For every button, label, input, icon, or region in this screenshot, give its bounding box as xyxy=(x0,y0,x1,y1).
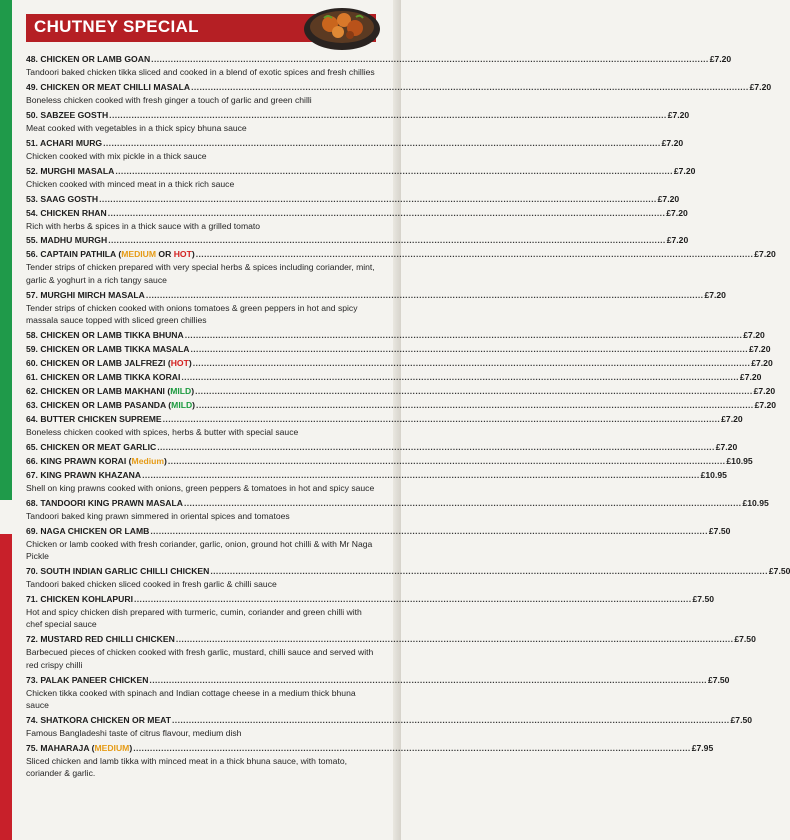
menu-item-name xyxy=(26,440,156,454)
leader-dots: ........................................................................................................................................................................................................ xyxy=(109,109,667,120)
menu-item-price: £7.20 xyxy=(673,165,696,176)
leader-dots: ........................................................................................................................................................................................................ xyxy=(108,235,666,246)
menu-item-price: £7.20 xyxy=(751,358,773,369)
menu-item-row xyxy=(26,136,684,150)
menu-item-title: SAAG GOSTH xyxy=(40,193,99,204)
menu-item-title: ACHARI MURG xyxy=(40,137,103,148)
menu-item-row xyxy=(26,370,762,384)
curry-dish-icon xyxy=(300,2,382,52)
leader-dots: ........................................................................................................................................................................................................ xyxy=(196,400,754,411)
menu-item-title: SHATKORA CHICKEN OR MEAT xyxy=(40,714,171,725)
menu-item-row xyxy=(26,440,738,454)
menu-item-row xyxy=(26,454,753,468)
menu-item-title: CHICKEN OR LAMB GOAN xyxy=(40,54,151,64)
menu-item-number: 58. xyxy=(26,330,38,341)
menu-item-number: 70. xyxy=(26,566,38,577)
menu-item xyxy=(26,206,688,232)
menu-item-title: CHICKEN KOHLAPURI xyxy=(40,594,133,604)
menu-item-row xyxy=(26,80,772,94)
menu-item-number: 60. xyxy=(26,358,38,369)
section-title: CHUTNEY SPECIAL xyxy=(34,17,199,36)
menu-item-title: MURGHI MIRCH MASALA xyxy=(40,289,145,300)
menu-item xyxy=(26,496,769,522)
menu-item-number: 66. xyxy=(26,455,38,466)
menu-item-row xyxy=(26,468,727,482)
leader-dots: ........................................................................................................................................................................................................ xyxy=(181,372,739,383)
menu-item-name: 62. CHICKEN OR LAMB MAKHANI (MILD) xyxy=(26,386,195,397)
menu-item-row xyxy=(26,564,790,578)
menu-item-number: 56. xyxy=(26,249,38,260)
menu-item-name xyxy=(26,496,183,510)
menu-item xyxy=(26,192,680,206)
menu-item-number: 53. xyxy=(26,193,38,204)
menu-item-description: Chicken or lamb cooked with fresh coriander, garlic, onion, ground hot chilli & with Mr Naga Pickle xyxy=(26,538,373,562)
leader-dots: ........................................................................................................................................................................................................ xyxy=(142,469,700,480)
menu-item xyxy=(26,233,689,247)
menu-item xyxy=(26,412,743,438)
menu-item-name xyxy=(26,713,171,727)
leader-dots: ........................................................................................................................................................................................................ xyxy=(157,441,715,452)
menu-item-price: £7.20 xyxy=(749,81,772,92)
menu-item xyxy=(26,741,714,780)
section-header xyxy=(26,14,376,42)
menu-item-price: £7.50 xyxy=(734,634,756,645)
leader-dots: ........................................................................................................................................................................................................ xyxy=(190,344,748,355)
menu-item-row xyxy=(26,356,773,370)
menu-item-row xyxy=(26,673,730,687)
menu-item-number: 64. xyxy=(26,414,38,425)
menu-item-number: 72. xyxy=(26,634,38,645)
menu-item-name xyxy=(26,80,190,94)
menu-item-name: 75. MAHARAJA (MEDIUM) xyxy=(26,742,133,753)
menu-item-number: 49. xyxy=(26,81,38,92)
menu-item xyxy=(26,136,684,162)
menu-item-price: £7.20 xyxy=(721,414,743,425)
menu-item-price: £7.50 xyxy=(707,674,730,685)
menu-item-row xyxy=(26,206,688,220)
menu-item-number: 73. xyxy=(26,674,38,685)
menu-item-name xyxy=(26,468,141,482)
side-stripe xyxy=(0,0,12,840)
menu-item-number: 71. xyxy=(26,594,38,604)
menu-item xyxy=(26,398,777,412)
heat-level-mild: MILD xyxy=(171,400,193,411)
menu-item-row xyxy=(26,164,696,178)
menu-item-number: 62. xyxy=(26,386,38,397)
menu-item-row xyxy=(26,192,680,206)
menu-item-number: 63. xyxy=(26,400,38,411)
menu-item xyxy=(26,454,753,468)
menu-item-row xyxy=(26,288,726,302)
menu-item-title: SOUTH INDIAN GARLIC CHILLI CHICKEN xyxy=(40,566,210,577)
menu-item-title: CHICKEN RHAN xyxy=(40,207,107,218)
menu-item-title: KING PRAWN KORAI xyxy=(40,455,127,466)
menu-item-price: £10.95 xyxy=(742,497,769,508)
menu-item-name xyxy=(26,592,133,606)
menu-item-title: CHICKEN OR MEAT CHILLI MASALA xyxy=(40,81,191,92)
menu-item-name xyxy=(26,136,102,150)
menu-item-number: 74. xyxy=(26,714,38,725)
menu-item-description: Chicken tikka cooked with spinach and Indian cottage cheese in a medium thick bhuna sauce xyxy=(26,687,356,711)
menu-item-row xyxy=(26,384,776,398)
menu-item-description: Hot and spicy chicken dish prepared with turmeric, cumin, coriander and green chilli with chef special sauce xyxy=(26,607,362,630)
menu-item-row xyxy=(26,524,731,538)
leader-dots: ........................................................................................................................................................................................................ xyxy=(133,594,692,604)
menu-item-description: Rich with herbs & spices in a thick sauce with a grilled tomato xyxy=(26,220,261,231)
heat-level-hot: HOT xyxy=(173,249,192,260)
menu-item xyxy=(26,468,727,494)
menu-item-name xyxy=(26,564,209,578)
menu-item xyxy=(26,673,730,712)
menu-item-price: £7.20 xyxy=(748,344,771,355)
menu-item-title: SABZEE GOSTH xyxy=(40,109,109,120)
leader-dots: ........................................................................................................................................................................................................ xyxy=(195,249,754,260)
menu-item-title: MURGHI MASALA xyxy=(40,165,115,176)
menu-item-title: CHICKEN OR LAMB TIKKA MASALA xyxy=(40,344,190,355)
menu-item xyxy=(26,52,732,78)
menu-item-row xyxy=(26,233,689,247)
menu-item-number: 57. xyxy=(26,289,38,300)
menu-item-title: CHICKEN OR LAMB TIKKA BHUNA xyxy=(40,330,184,341)
leader-dots: ........................................................................................................................................................................................................ xyxy=(162,414,721,425)
menu-item-name xyxy=(26,52,150,66)
menu-item-title: CHICKEN OR LAMB MAKHANI xyxy=(40,386,165,397)
menu-item-price: £7.20 xyxy=(754,400,777,411)
menu-list xyxy=(26,52,790,781)
menu-item-price: £7.20 xyxy=(753,386,776,397)
menu-item-price: £7.20 xyxy=(666,235,689,246)
menu-item-number: 75. xyxy=(26,742,38,753)
menu-item xyxy=(26,288,726,327)
leader-dots: ........................................................................................................................................................................................................ xyxy=(149,674,707,685)
leader-dots: ........................................................................................................................................................................................................ xyxy=(167,455,726,466)
menu-item xyxy=(26,564,790,590)
heat-separator: OR xyxy=(156,249,174,260)
menu-item-number: 51. xyxy=(26,137,38,148)
menu-item-number: 68. xyxy=(26,497,38,508)
menu-item-title: TANDOORI KING PRAWN MASALA xyxy=(40,497,183,508)
leader-dots: ........................................................................................................................................................................................................ xyxy=(191,81,749,92)
leader-dots: ........................................................................................................................................................................................................ xyxy=(192,358,751,369)
menu-item-name xyxy=(26,164,114,178)
menu-item-number: 69. xyxy=(26,525,38,536)
menu-item-description: Boneless chicken cooked with spices, herbs & butter with special sauce xyxy=(26,427,299,438)
menu-item-row xyxy=(26,108,690,122)
menu-item-description: Tender strips of chicken prepared with very special herbs & spices including coriander, mint, garlic & yoghurt in a rich tangy sauce xyxy=(26,262,375,285)
menu-item-row xyxy=(26,632,756,646)
menu-item-name xyxy=(26,233,107,247)
heat-level-medium: MEDIUM xyxy=(94,742,130,753)
menu-item-name xyxy=(26,632,175,646)
menu-item xyxy=(26,328,765,342)
menu-item-title: CHICKEN OR LAMB TIKKA KORAI xyxy=(40,372,181,383)
menu-item-price: £7.20 xyxy=(667,109,690,120)
menu-item-row xyxy=(26,412,743,426)
menu-item-row xyxy=(26,342,771,356)
menu-item-price: £7.20 xyxy=(704,289,726,300)
menu-item-price: £7.20 xyxy=(754,249,776,260)
menu-item-name: 63. CHICKEN OR LAMB PASANDA (MILD) xyxy=(26,400,196,411)
menu-item xyxy=(26,384,776,398)
leader-dots: ........................................................................................................................................................................................................ xyxy=(145,289,704,300)
menu-item xyxy=(26,592,715,631)
leader-dots: ........................................................................................................................................................................................................ xyxy=(103,137,661,148)
menu-item-description: Tender strips of chicken cooked with onions tomatoes & green peppers in hot and spicy massala sauce topped with sliced green chillies xyxy=(26,302,358,326)
menu-item-title: CHICKEN OR LAMB JALFREZI xyxy=(40,358,166,369)
leader-dots: ........................................................................................................................................................................................................ xyxy=(99,193,657,204)
menu-item-name xyxy=(26,206,107,220)
menu-item xyxy=(26,108,690,134)
menu-item-description: Sliced chicken and lamb tikka with minced meat in a thick bhuna sauce, with tomato, coriander & garlic. xyxy=(26,755,347,779)
leader-dots: ........................................................................................................................................................................................................ xyxy=(133,742,691,753)
menu-item-name xyxy=(26,524,149,538)
menu-item-description: Tandoori baked chicken tikka sliced and cooked in a blend of exotic spices and fresh chillies xyxy=(26,67,375,77)
menu-item-name: 60. CHICKEN OR LAMB JALFREZI (HOT) xyxy=(26,358,192,369)
menu-item-row xyxy=(26,52,732,66)
menu-item-name xyxy=(26,108,108,122)
menu-item-description: Tandoori baked king prawn simmered in oriental spices and tomatoes xyxy=(26,510,290,521)
leader-dots: ........................................................................................................................................................................................................ xyxy=(183,497,742,508)
menu-item-row xyxy=(26,496,769,510)
heat-level-hot: HOT xyxy=(170,358,189,369)
menu-item-number: 52. xyxy=(26,165,38,176)
menu-item-title: CAPTAIN PATHILA xyxy=(40,249,116,260)
menu-item-row xyxy=(26,713,753,727)
menu-item-number: 50. xyxy=(26,109,38,120)
menu-item-price: £7.20 xyxy=(657,193,680,204)
menu-item-name xyxy=(26,328,184,342)
menu-item-number: 54. xyxy=(26,207,38,218)
menu-item-description: Famous Bangladeshi taste of citrus flavour, medium dish xyxy=(26,727,242,738)
menu-item-number: 67. xyxy=(26,469,38,480)
menu-item-price: £7.50 xyxy=(768,566,790,577)
menu-item-price: £7.50 xyxy=(708,525,731,536)
leader-dots: ........................................................................................................................................................................................................ xyxy=(150,525,708,536)
menu-item xyxy=(26,356,773,370)
menu-item-name: 66. KING PRAWN KORAI (Medium) xyxy=(26,455,167,466)
menu-item-description: Boneless chicken cooked with fresh ginger a touch of garlic and green chilli xyxy=(26,94,312,105)
menu-item-price: £7.20 xyxy=(739,372,762,383)
menu-item-name xyxy=(26,673,148,687)
menu-item-title: MUSTARD RED CHILLI CHICKEN xyxy=(40,634,175,645)
leader-dots: ........................................................................................................................................................................................................ xyxy=(210,566,768,577)
leader-dots: ........................................................................................................................................................................................................ xyxy=(184,330,743,341)
menu-item-description: Meat cooked with vegetables in a thick spicy bhuna sauce xyxy=(26,122,247,133)
menu-item xyxy=(26,164,696,190)
menu-item-description: Barbecued pieces of chicken cooked with fresh garlic, mustard, chilli sauce and served with red crispy chilli xyxy=(26,647,374,670)
menu-item-description: Tandoori baked chicken sliced cooked in fresh garlic & chilli sauce xyxy=(26,579,277,590)
menu-item-price: £7.20 xyxy=(743,330,765,341)
menu-item-row xyxy=(26,247,776,261)
menu-item-row xyxy=(26,741,714,755)
leader-dots: ........................................................................................................................................................................................................ xyxy=(172,714,730,725)
menu-item-price: £7.95 xyxy=(691,742,714,753)
menu-item-description: Shell on king prawns cooked with onions, green peppers & tomatoes in hot and spicy sauce xyxy=(26,482,375,493)
menu-item-description: Chicken cooked with mix pickle in a thick sauce xyxy=(26,150,207,161)
menu-item-number: 48. xyxy=(26,54,38,64)
menu-item xyxy=(26,632,756,671)
menu-item-title: MADHU MURGH xyxy=(40,235,108,246)
menu-item-number: 55. xyxy=(26,235,38,246)
menu-item-price: £7.20 xyxy=(709,54,732,64)
menu-item xyxy=(26,524,731,563)
menu-item-name xyxy=(26,412,162,426)
menu-item xyxy=(26,247,776,286)
menu-item-title: NAGA CHICKEN OR LAMB xyxy=(40,525,150,536)
menu-item xyxy=(26,342,771,356)
menu-item-title: CHICKEN OR MEAT GARLIC xyxy=(40,441,157,452)
menu-item xyxy=(26,370,762,384)
menu-item-title: CHICKEN OR LAMB PASANDA xyxy=(40,400,166,411)
menu-item-number: 65. xyxy=(26,441,38,452)
menu-item-name: 56. CAPTAIN PATHILA (MEDIUM OR HOT) xyxy=(26,249,195,260)
menu-item-description: Chicken cooked with minced meat in a thick rich sauce xyxy=(26,178,235,189)
menu-item-name xyxy=(26,342,189,356)
leader-dots: ........................................................................................................................................................................................................ xyxy=(151,54,709,64)
menu-item-number: 59. xyxy=(26,344,38,355)
menu-item xyxy=(26,440,738,454)
heat-level-mild: MILD xyxy=(170,386,192,397)
menu-item-title: BUTTER CHICKEN SUPREME xyxy=(40,414,162,425)
menu-item-price: £7.20 xyxy=(715,441,738,452)
menu-item-price: £10.95 xyxy=(726,455,753,466)
leader-dots: ........................................................................................................................................................................................................ xyxy=(195,386,753,397)
menu-item-price: £7.50 xyxy=(730,714,753,725)
menu-item-row xyxy=(26,398,777,412)
menu-item-row xyxy=(26,328,765,342)
heat-level-medium: Medium xyxy=(131,455,164,466)
menu-item-name xyxy=(26,370,180,384)
menu-item-name xyxy=(26,288,145,302)
leader-dots: ........................................................................................................................................................................................................ xyxy=(175,634,734,645)
menu-item-price: £10.95 xyxy=(700,469,727,480)
menu-item-name xyxy=(26,192,98,206)
menu-item-title: MAHARAJA xyxy=(40,742,90,753)
menu-item-price: £7.50 xyxy=(692,594,715,604)
menu-item-price: £7.20 xyxy=(666,207,688,218)
menu-item-title: KING PRAWN KHAZANA xyxy=(40,469,142,480)
menu-item-title: PALAK PANEER CHICKEN xyxy=(40,674,149,685)
heat-level-medium: MEDIUM xyxy=(121,249,157,260)
menu-item-row xyxy=(26,592,715,606)
leader-dots: ........................................................................................................................................................................................................ xyxy=(107,207,666,218)
menu-item xyxy=(26,80,772,106)
menu-item-number: 61. xyxy=(26,372,38,383)
menu-item-price: £7.20 xyxy=(661,137,684,148)
menu-item xyxy=(26,713,753,739)
leader-dots: ........................................................................................................................................................................................................ xyxy=(115,165,673,176)
